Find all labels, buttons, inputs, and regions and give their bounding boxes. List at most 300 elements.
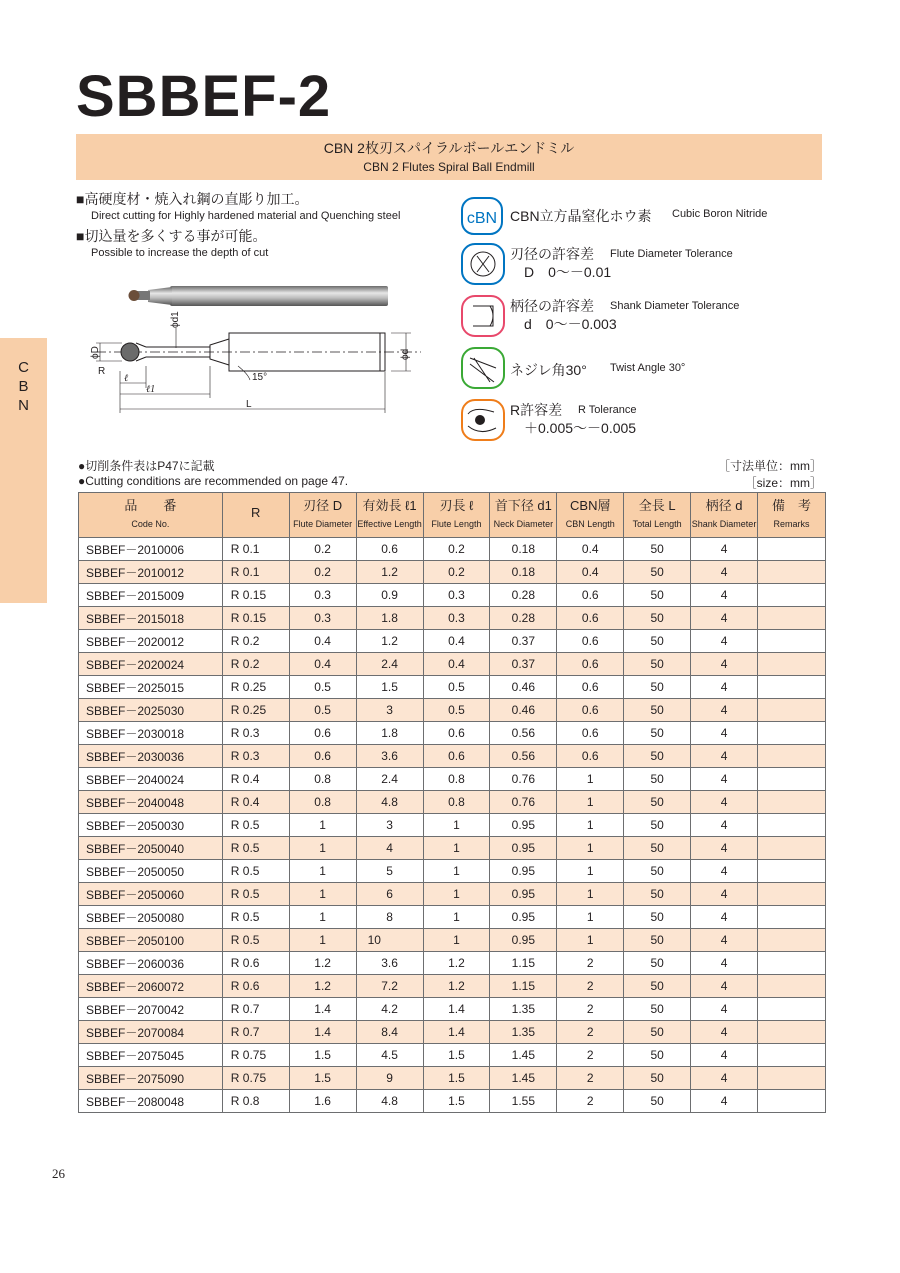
- table-cell: [758, 929, 826, 952]
- table-cell: 50: [624, 722, 691, 745]
- spec-en: Cubic Boron Nitride: [672, 208, 768, 220]
- table-row: [79, 1021, 826, 1044]
- table-cell: 2: [557, 1090, 624, 1113]
- table-cell: 0.4: [557, 561, 624, 584]
- table-cell: 1.5: [423, 1090, 490, 1113]
- spec-cbn: [460, 196, 860, 246]
- table-cell: 4: [691, 1090, 758, 1113]
- table-cell: 0.6: [423, 722, 490, 745]
- table-cell: 1.4: [289, 1021, 356, 1044]
- table-cell: 50: [624, 837, 691, 860]
- spec-flute-diameter: [460, 242, 860, 292]
- table-cell: SBBEF－2020012: [79, 630, 223, 653]
- table-cell: 50: [624, 676, 691, 699]
- table-cell: SBBEF－2060036: [79, 952, 223, 975]
- table-cell: [758, 1090, 826, 1113]
- table-cell: SBBEF－2060072: [79, 975, 223, 998]
- table-cell: 0.37: [490, 630, 557, 653]
- label-R: R: [98, 366, 106, 377]
- table-cell: 4: [691, 860, 758, 883]
- table-cell: 0.5: [289, 699, 356, 722]
- table-cell: 0.2: [289, 561, 356, 584]
- side-tab-letter: B: [18, 378, 29, 395]
- table-cell: 0.4: [289, 630, 356, 653]
- table-cell: [758, 699, 826, 722]
- table-cell: SBBEF－2020024: [79, 653, 223, 676]
- table-cell: 1: [557, 929, 624, 952]
- table-cell: 0.6: [557, 607, 624, 630]
- table-row: [79, 998, 826, 1021]
- table-row: [79, 561, 826, 584]
- header-en: Shank Diameter: [691, 519, 757, 529]
- page-title: SBBEF-2: [76, 64, 332, 129]
- table-cell: 2: [557, 952, 624, 975]
- table-cell: 0.3: [289, 584, 356, 607]
- table-header-cell: [624, 493, 691, 538]
- table-header-cell: [222, 493, 289, 538]
- table-cell: R 0.5: [222, 906, 289, 929]
- table-row: [79, 1044, 826, 1067]
- table-row: [79, 745, 826, 768]
- feature-en: Possible to increase the depth of cut: [91, 247, 269, 259]
- table-cell: 1: [289, 860, 356, 883]
- label-l1: ℓ1: [146, 384, 156, 395]
- table-cell: 0.6: [557, 630, 624, 653]
- table-cell: R 0.15: [222, 607, 289, 630]
- table-cell: [758, 607, 826, 630]
- table-cell: R 0.6: [222, 952, 289, 975]
- table-cell: 1.55: [490, 1090, 557, 1113]
- table-cell: 0.4: [423, 630, 490, 653]
- table-cell: [758, 998, 826, 1021]
- table-cell: [758, 860, 826, 883]
- header-jp: CBN層: [570, 498, 611, 513]
- table-cell: 4: [691, 722, 758, 745]
- table-cell: 0.2: [423, 561, 490, 584]
- table-cell: 50: [624, 584, 691, 607]
- table-row: [79, 906, 826, 929]
- spec-jp: 刃径の許容差: [510, 246, 594, 262]
- table-cell: 1.5: [423, 1044, 490, 1067]
- table-cell: 50: [624, 1044, 691, 1067]
- table-cell: 0.8: [289, 768, 356, 791]
- table-cell: R 0.8: [222, 1090, 289, 1113]
- table-cell: 4: [691, 699, 758, 722]
- table-cell: 1.8: [356, 607, 423, 630]
- table-cell: 4: [691, 791, 758, 814]
- table-cell: 1.2: [356, 561, 423, 584]
- table-cell: 1.5: [423, 1067, 490, 1090]
- table-cell: 0.6: [356, 538, 423, 561]
- table-cell: 50: [624, 768, 691, 791]
- table-cell: SBBEF－2015018: [79, 607, 223, 630]
- spec-value: ＋0.005〜－0.005: [524, 420, 637, 436]
- table-cell: 1.2: [423, 952, 490, 975]
- table-row: [79, 952, 826, 975]
- table-cell: 0.37: [490, 653, 557, 676]
- table-cell: 4: [691, 676, 758, 699]
- table-cell: 3: [356, 699, 423, 722]
- table-cell: 50: [624, 538, 691, 561]
- table-cell: R 0.25: [222, 676, 289, 699]
- table-cell: 2: [557, 998, 624, 1021]
- table-cell: SBBEF－2030036: [79, 745, 223, 768]
- table-cell: 3.6: [356, 952, 423, 975]
- table-cell: 0.6: [557, 699, 624, 722]
- table-cell: 0.95: [490, 837, 557, 860]
- table-cell: 50: [624, 1090, 691, 1113]
- spec-en: Shank Diameter Tolerance: [610, 300, 740, 312]
- table-cell: 50: [624, 699, 691, 722]
- table-cell: 4.5: [356, 1044, 423, 1067]
- table-cell: 0.6: [557, 653, 624, 676]
- table-cell: 4: [691, 768, 758, 791]
- table-cell: 4: [691, 584, 758, 607]
- table-cell: 3.6: [356, 745, 423, 768]
- table-cell: 2: [557, 975, 624, 998]
- twist-angle-icon: [460, 346, 506, 390]
- table-row: [79, 929, 826, 952]
- table-cell: 4.8: [356, 791, 423, 814]
- header-en: Neck Diameter: [493, 519, 554, 529]
- table-cell: SBBEF－2040048: [79, 791, 223, 814]
- table-cell: R 0.3: [222, 745, 289, 768]
- table-row: [79, 860, 826, 883]
- header-en: Effective Length: [357, 519, 422, 529]
- table-cell: [758, 975, 826, 998]
- table-cell: 4: [691, 837, 758, 860]
- note-unit-en: ［size：mm］: [744, 476, 822, 490]
- page-number: 26: [52, 1166, 65, 1181]
- subtitle-jp: CBN 2枚刃スパイラルボールエンドミル: [323, 140, 575, 156]
- table-cell: SBBEF－2050050: [79, 860, 223, 883]
- table-cell: [758, 630, 826, 653]
- header-jp: 刃長 ℓ: [439, 498, 474, 513]
- table-cell: R 0.75: [222, 1044, 289, 1067]
- table-cell: 50: [624, 975, 691, 998]
- table-cell: 1: [557, 768, 624, 791]
- table-cell: SBBEF－2010006: [79, 538, 223, 561]
- table-row: [79, 607, 826, 630]
- table-cell: 1: [423, 883, 490, 906]
- header-jp: 首下径 d1: [494, 498, 552, 513]
- table-cell: 0.46: [490, 676, 557, 699]
- table-row: [79, 676, 826, 699]
- note-unit-jp: ［寸法単位：mm］: [718, 459, 822, 473]
- table-cell: 4.2: [356, 998, 423, 1021]
- spec-value: d 0〜－0.003: [524, 316, 617, 332]
- header-jp: 全長 L: [638, 498, 676, 513]
- table-cell: 1: [557, 906, 624, 929]
- header-jp: 刃径 D: [303, 498, 343, 513]
- table-cell: 0.6: [423, 745, 490, 768]
- table-cell: 0.18: [490, 538, 557, 561]
- table-row: [79, 975, 826, 998]
- table-cell: 0.6: [557, 584, 624, 607]
- table-cell: 0.56: [490, 745, 557, 768]
- table-cell: 50: [624, 883, 691, 906]
- table-cell: [758, 745, 826, 768]
- table-cell: 9: [356, 1067, 423, 1090]
- table-cell: R 0.5: [222, 837, 289, 860]
- table-cell: [758, 952, 826, 975]
- table-cell: 4.8: [356, 1090, 423, 1113]
- spec-en: R Tolerance: [578, 404, 637, 416]
- table-cell: 0.95: [490, 883, 557, 906]
- table-cell: 0.6: [557, 722, 624, 745]
- header-en: Remarks: [773, 519, 810, 529]
- table-cell: 1: [289, 929, 356, 952]
- spec-jp: CBN立方晶窒化ホウ素: [510, 208, 652, 224]
- table-cell: R 0.1: [222, 561, 289, 584]
- table-cell: SBBEF－2050100: [79, 929, 223, 952]
- table-cell: 1: [423, 860, 490, 883]
- spec-jp: 柄径の許容差: [510, 298, 594, 314]
- header-jp: 品 番: [124, 498, 177, 513]
- label-d1: ϕd1: [170, 311, 181, 328]
- table-cell: 8: [356, 906, 423, 929]
- table-cell: SBBEF－2050030: [79, 814, 223, 837]
- subtitle-banner: [76, 134, 822, 180]
- table-header-cell: [557, 493, 624, 538]
- table-cell: 50: [624, 1067, 691, 1090]
- table-cell: 1.5: [356, 676, 423, 699]
- table-cell: 8.4: [356, 1021, 423, 1044]
- spec-en: Twist Angle 30°: [610, 362, 686, 374]
- spec-en: Flute Diameter Tolerance: [610, 248, 733, 260]
- table-row: [79, 768, 826, 791]
- table-row: [79, 538, 826, 561]
- table-cell: 4: [691, 1067, 758, 1090]
- table-cell: 1: [423, 906, 490, 929]
- table-row: [79, 722, 826, 745]
- table-cell: 1.35: [490, 1021, 557, 1044]
- spec-r-tolerance: [460, 398, 860, 448]
- table-cell: 5: [356, 860, 423, 883]
- table-cell: SBBEF－2025030: [79, 699, 223, 722]
- table-cell: 0.3: [423, 584, 490, 607]
- table-cell: 0.2: [289, 538, 356, 561]
- table-cell: SBBEF－2050060: [79, 883, 223, 906]
- tool-drawing: [96, 328, 421, 413]
- table-cell: 1.15: [490, 975, 557, 998]
- table-cell: 2: [557, 1021, 624, 1044]
- table-cell: 1.2: [289, 975, 356, 998]
- table-cell: R 0.7: [222, 998, 289, 1021]
- table-cell: 1: [557, 837, 624, 860]
- side-tab-letter: C: [18, 359, 29, 376]
- spec-jp: ネジレ角30°: [510, 362, 587, 378]
- table-cell: R 0.1: [222, 538, 289, 561]
- table-cell: [758, 883, 826, 906]
- table-cell: 0.76: [490, 768, 557, 791]
- table-cell: SBBEF－2080048: [79, 1090, 223, 1113]
- table-row: [79, 653, 826, 676]
- table-cell: [758, 676, 826, 699]
- table-cell: 0.95: [490, 929, 557, 952]
- spec-shank-diameter: [460, 294, 860, 344]
- side-tab-letter: N: [18, 397, 29, 414]
- table-cell: 1.45: [490, 1044, 557, 1067]
- table-cell: 1: [423, 837, 490, 860]
- table-header-cell: [289, 493, 356, 538]
- table-cell: [758, 768, 826, 791]
- table-cell: 4: [691, 998, 758, 1021]
- flute-diameter-icon: [460, 242, 506, 286]
- table-cell: R 0.5: [222, 929, 289, 952]
- table-cell: 4: [691, 952, 758, 975]
- spec-value: D 0〜－0.01: [524, 264, 612, 280]
- side-tab-cbn: [0, 338, 47, 603]
- spec-table: [78, 492, 826, 1113]
- table-cell: 4: [691, 929, 758, 952]
- table-cell: SBBEF－2050040: [79, 837, 223, 860]
- table-cell: 1: [423, 814, 490, 837]
- table-cell: 4: [691, 975, 758, 998]
- table-cell: SBBEF－2070042: [79, 998, 223, 1021]
- table-cell: 1: [423, 929, 490, 952]
- table-cell: 1: [557, 791, 624, 814]
- table-cell: 0.95: [490, 814, 557, 837]
- table-cell: 0.6: [557, 676, 624, 699]
- cbn-icon-text: cBN: [466, 210, 498, 227]
- table-header-cell: [356, 493, 423, 538]
- table-cell: 2.4: [356, 768, 423, 791]
- header-jp: R: [251, 505, 261, 520]
- table-cell: SBBEF－2075045: [79, 1044, 223, 1067]
- table-row: [79, 837, 826, 860]
- cbn-icon: [460, 196, 504, 236]
- label-D: ϕD: [90, 346, 101, 359]
- table-cell: 0.6: [289, 745, 356, 768]
- table-cell: R 0.5: [222, 814, 289, 837]
- table-cell: 1.4: [289, 998, 356, 1021]
- table-cell: [758, 791, 826, 814]
- feature-jp: ■切込量を多くする事が可能。: [76, 228, 267, 244]
- table-cell: 0.28: [490, 607, 557, 630]
- label-d: ϕd: [400, 348, 411, 360]
- table-cell: R 0.2: [222, 653, 289, 676]
- table-cell: 1: [289, 837, 356, 860]
- table-cell: 3: [356, 814, 423, 837]
- table-cell: 4: [691, 607, 758, 630]
- table-cell: R 0.15: [222, 584, 289, 607]
- table-row: [79, 791, 826, 814]
- table-cell: 50: [624, 745, 691, 768]
- table-cell: SBBEF－2050080: [79, 906, 223, 929]
- header-en: Code No.: [131, 519, 170, 529]
- table-cell: 0.3: [289, 607, 356, 630]
- table-cell: 2: [557, 1044, 624, 1067]
- table-cell: SBBEF－2025015: [79, 676, 223, 699]
- table-cell: 0.95: [490, 906, 557, 929]
- table-cell: 0.5: [423, 699, 490, 722]
- subtitle-en: CBN 2 Flutes Spiral Ball Endmill: [363, 160, 535, 174]
- table-header-row: [79, 493, 826, 538]
- table-cell: 50: [624, 952, 691, 975]
- table-cell: 2: [557, 1067, 624, 1090]
- table-cell: R 0.5: [222, 860, 289, 883]
- tool-diagram: [86, 276, 426, 426]
- table-cell: 1.15: [490, 952, 557, 975]
- table-cell: R 0.4: [222, 768, 289, 791]
- table-cell: 0.4: [289, 653, 356, 676]
- table-cell: 1: [289, 883, 356, 906]
- table-cell: 50: [624, 607, 691, 630]
- table-cell: SBBEF－2030018: [79, 722, 223, 745]
- table-cell: 2.4: [356, 653, 423, 676]
- table-cell: 0.46: [490, 699, 557, 722]
- table-cell: 1.4: [423, 998, 490, 1021]
- table-cell: 0.4: [557, 538, 624, 561]
- table-cell: 0.4: [423, 653, 490, 676]
- table-cell: 0.95: [490, 860, 557, 883]
- label-L: L: [246, 399, 252, 410]
- table-cell: [758, 1067, 826, 1090]
- table-cell: 1: [289, 906, 356, 929]
- table-cell: 10: [356, 929, 423, 952]
- table-cell: 4: [691, 630, 758, 653]
- table-cell: 50: [624, 860, 691, 883]
- table-cell: 0.76: [490, 791, 557, 814]
- table-cell: 4: [356, 837, 423, 860]
- header-en: Total Length: [632, 519, 682, 529]
- table-cell: [758, 814, 826, 837]
- table-cell: [758, 722, 826, 745]
- table-cell: R 0.6: [222, 975, 289, 998]
- table-cell: 1.2: [356, 630, 423, 653]
- note-cutting-en: ●Cutting conditions are recommended on page 47.: [78, 474, 349, 488]
- table-cell: 1: [557, 814, 624, 837]
- table-cell: 0.18: [490, 561, 557, 584]
- header-en: Flute Length: [431, 519, 482, 529]
- table-cell: SBBEF－2075090: [79, 1067, 223, 1090]
- table-cell: 0.8: [423, 791, 490, 814]
- table-row: [79, 1067, 826, 1090]
- table-cell: [758, 538, 826, 561]
- table-cell: 1.2: [423, 975, 490, 998]
- table-cell: [758, 1021, 826, 1044]
- label-l: ℓ: [124, 373, 129, 384]
- table-cell: 4: [691, 1044, 758, 1067]
- table-cell: SBBEF－2010012: [79, 561, 223, 584]
- header-jp: 有効長 ℓ1: [362, 498, 417, 513]
- table-cell: R 0.75: [222, 1067, 289, 1090]
- table-cell: 4: [691, 561, 758, 584]
- table-cell: 50: [624, 906, 691, 929]
- header-jp: 柄径 d: [705, 498, 743, 513]
- table-cell: 50: [624, 653, 691, 676]
- table-cell: 1.4: [423, 1021, 490, 1044]
- table-cell: 1.45: [490, 1067, 557, 1090]
- table-cell: 50: [624, 561, 691, 584]
- table-cell: 1: [557, 860, 624, 883]
- table-cell: 0.3: [423, 607, 490, 630]
- table-row: [79, 584, 826, 607]
- table-cell: 7.2: [356, 975, 423, 998]
- header-jp: 備 考: [772, 498, 812, 513]
- table-cell: 1.5: [289, 1067, 356, 1090]
- table-cell: 0.8: [289, 791, 356, 814]
- table-cell: 50: [624, 791, 691, 814]
- table-cell: 4: [691, 814, 758, 837]
- table-cell: 0.56: [490, 722, 557, 745]
- table-cell: 0.6: [557, 745, 624, 768]
- table-cell: 0.8: [423, 768, 490, 791]
- table-cell: SBBEF－2015009: [79, 584, 223, 607]
- spec-jp: R許容差: [510, 402, 563, 418]
- tool-photo: [129, 286, 389, 306]
